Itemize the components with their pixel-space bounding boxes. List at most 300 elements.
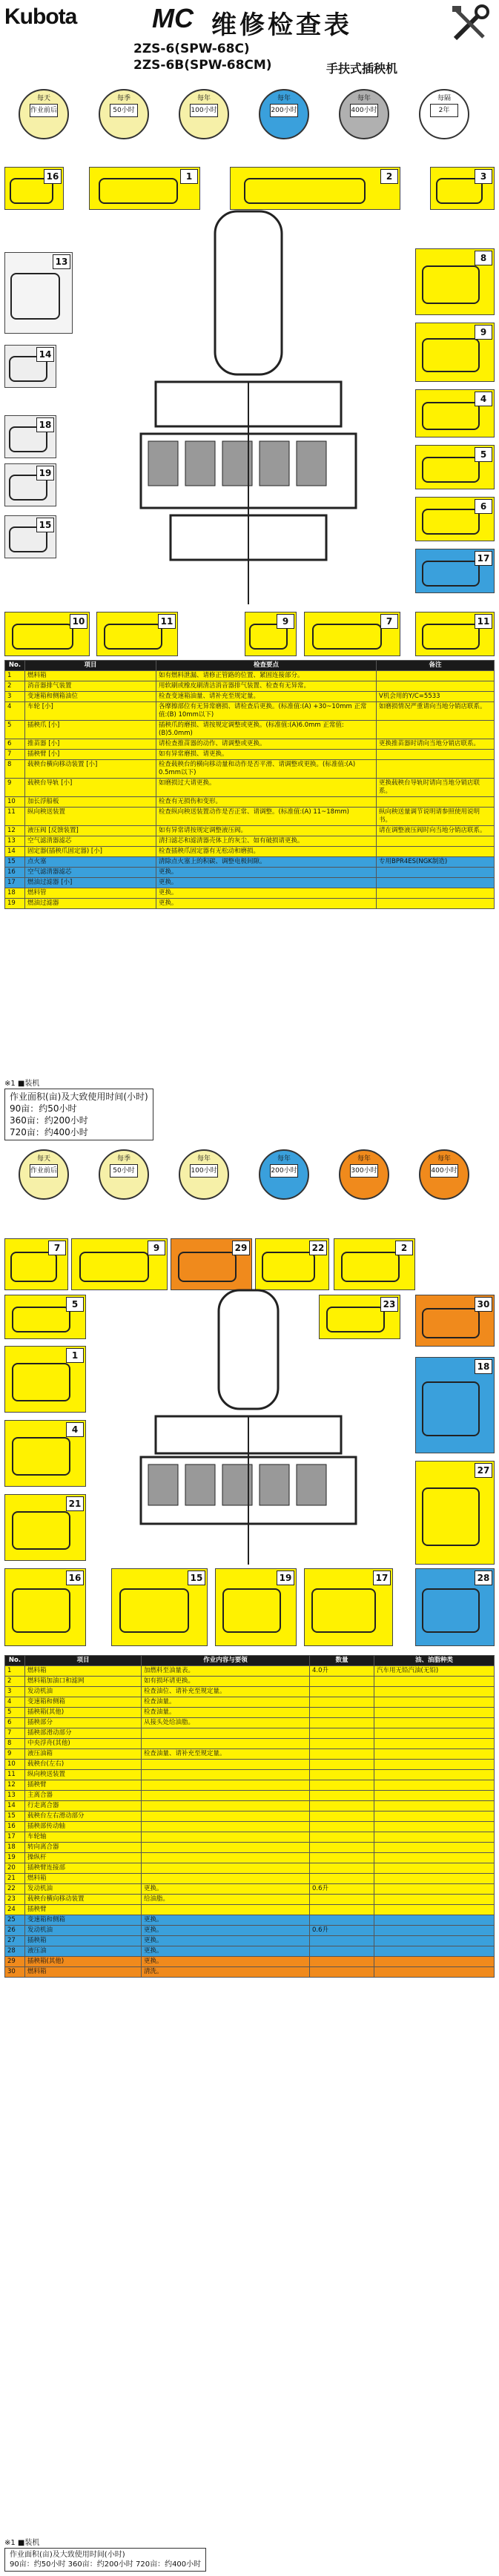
table-body (5, 671, 495, 909)
part-tile: 9 (71, 1238, 168, 1290)
table-cell-qty (310, 1957, 374, 1967)
part-tile: 16 (4, 1568, 86, 1646)
table-row (5, 1967, 495, 1978)
table-cell-oil (374, 1874, 495, 1884)
table-cell-item: 载秧台左右滑动部分 (25, 1812, 142, 1822)
badge-interval (175, 1149, 233, 1213)
table-row (5, 1791, 495, 1801)
part-tile: 9 (415, 323, 495, 382)
table-cell-no: 28 (5, 1946, 25, 1957)
table-cell-no: 1 (5, 671, 25, 681)
table-cell-item: 推苗器 [小] (25, 739, 156, 750)
table-cell-work (142, 1728, 310, 1739)
table-body (5, 1666, 495, 1978)
table-cell-work (142, 1739, 310, 1749)
table-cell-no: 20 (5, 1863, 25, 1874)
table-cell-item: 变速箱和侧箱 (25, 1697, 142, 1708)
table-cell-qty (310, 1895, 374, 1905)
table-cell-work: 从接头处给油脂。 (142, 1718, 310, 1728)
interval-badges-top (0, 89, 499, 156)
table-cell-item: 纵向秧送装置 (25, 1770, 142, 1780)
table-cell-no: 11 (5, 1770, 25, 1780)
table-cell-item: 插秧爪 [小] (25, 721, 156, 739)
table-cell-no: 13 (5, 836, 25, 847)
table-cell-oil (374, 1946, 495, 1957)
table-cell-item: 燃料箱 (25, 671, 156, 681)
table-cell-note: 更换载秧台导轨时请向当地分销店联系。 (377, 779, 495, 797)
table-cell-qty (310, 1946, 374, 1957)
table-cell-no: 15 (5, 1812, 25, 1822)
table-row (5, 692, 495, 702)
table-cell-work (142, 1801, 310, 1812)
table-cell-qty (310, 1697, 374, 1708)
table-cell-no: 12 (5, 826, 25, 836)
badge-interval (95, 1149, 153, 1213)
table-row (5, 1812, 495, 1822)
table-cell-no: 30 (5, 1967, 25, 1978)
table-cell-note (377, 878, 495, 888)
table-cell-item: 液压油 (25, 1946, 142, 1957)
table-cell-item: 插秧箱 (25, 1936, 142, 1946)
lubrication-table (4, 1655, 495, 1978)
table-cell-work (142, 1832, 310, 1843)
part-tile: 10 (4, 612, 90, 656)
table-row (5, 878, 495, 888)
interval-icon: 每天 作业前后 (19, 1149, 69, 1200)
table-cell-note (377, 888, 495, 899)
table-cell-oil (374, 1895, 495, 1905)
table-row (5, 681, 495, 692)
table-cell-work (142, 1853, 310, 1863)
table-cell-no: 16 (5, 868, 25, 878)
table-cell-oil (374, 1967, 495, 1978)
table-cell-no: 16 (5, 1822, 25, 1832)
table-row (5, 857, 495, 868)
table-cell-item: 载秧台导轨 [小] (25, 779, 156, 797)
table-cell-oil (374, 1853, 495, 1863)
part-tile: 2 (230, 167, 400, 210)
table-cell-item: 纵向秧送装置 (25, 808, 156, 826)
part-tile: 13 (4, 252, 73, 334)
table-cell-item: 燃油过滤器 [小] (25, 878, 156, 888)
table-cell-note (377, 750, 495, 760)
table-row (5, 671, 495, 681)
table-cell-item: 发动机油 (25, 1926, 142, 1936)
badge-interval (255, 89, 313, 153)
table-row (5, 1666, 495, 1677)
table-cell-oil (374, 1739, 495, 1749)
table-cell-no: 23 (5, 1895, 25, 1905)
table-row (5, 826, 495, 836)
table-cell-qty (310, 1760, 374, 1770)
table-row (5, 1915, 495, 1926)
table-cell-no: 8 (5, 1739, 25, 1749)
table-cell-no: 15 (5, 857, 25, 868)
interval-icon: 每季 50小时 (99, 1149, 149, 1200)
table-row (5, 808, 495, 826)
maintenance-diagram-2 (0, 1238, 499, 1650)
table-cell-qty (310, 1874, 374, 1884)
table-cell-check: 如磨损过大请更换。 (156, 779, 377, 797)
table-cell-no: 14 (5, 1801, 25, 1812)
table-cell-check: 如有异常请按规定调整液压阀。 (156, 826, 377, 836)
table-row (5, 1853, 495, 1863)
part-tile: 21 (4, 1494, 86, 1561)
table-cell-item: 固定器(插秧爪固定器) [小] (25, 847, 156, 857)
table-cell-work: 清洗。 (142, 1967, 310, 1978)
table-cell-item: 插秧部分 (25, 1718, 142, 1728)
table-cell-oil (374, 1936, 495, 1946)
table-cell-note (377, 847, 495, 857)
table-row (5, 1760, 495, 1770)
table-cell-item: 变速箱和侧箱 (25, 1915, 142, 1926)
part-tile: 17 (304, 1568, 393, 1646)
tools-icon (449, 3, 491, 44)
table-cell-oil (374, 1677, 495, 1687)
part-tile: 19 (215, 1568, 297, 1646)
table-row (5, 1822, 495, 1832)
table-cell-check: 清除点火塞上的积碳、调整电极间隙。 (156, 857, 377, 868)
table-row (5, 750, 495, 760)
badge-interval (335, 89, 393, 153)
model-1: 2ZS-6(SPW-68C) (133, 42, 250, 56)
table-cell-work: 更换。 (142, 1915, 310, 1926)
part-tile: 23 (319, 1295, 400, 1339)
interval-icon: 每年 200小时 (259, 1149, 309, 1200)
part-tile: 3 (430, 167, 495, 210)
part-tile: 28 (415, 1568, 495, 1646)
table-cell-oil (374, 1822, 495, 1832)
table-cell-oil (374, 1812, 495, 1822)
table-cell-qty (310, 1791, 374, 1801)
table-cell-item: 插秧臂 [小] (25, 750, 156, 760)
table-cell-oil (374, 1687, 495, 1697)
table-cell-qty (310, 1801, 374, 1812)
machine-illustration (126, 1283, 371, 1565)
table-cell-item: 燃料箱 (25, 1967, 142, 1978)
table-row (5, 1926, 495, 1936)
table-row (5, 739, 495, 750)
table-cell-note: V机会用的Y/C=5533 (377, 692, 495, 702)
badge-interval (415, 1149, 473, 1213)
table-cell-qty (310, 1687, 374, 1697)
brand-logo: Kubota (4, 4, 77, 29)
table-cell-no: 24 (5, 1905, 25, 1915)
part-tile: 19 (4, 463, 56, 506)
table-row (5, 1895, 495, 1905)
badge-interval (15, 1149, 73, 1213)
table-cell-oil (374, 1832, 495, 1843)
table-row (5, 1677, 495, 1687)
interval-icon: 每隔 2年 (419, 89, 469, 139)
part-tile: 16 (4, 167, 64, 210)
model-2: 2ZS-6B(SPW-68CM) (133, 58, 272, 73)
table-row (5, 760, 495, 779)
table-cell-no: 9 (5, 1749, 25, 1760)
table-cell-item: 空气滤清器滤芯 (25, 868, 156, 878)
table-cell-work: 更换。 (142, 1926, 310, 1936)
interval-icon: 每年 400小时 (419, 1149, 469, 1200)
table-cell-check: 更换。 (156, 878, 377, 888)
table-row (5, 1843, 495, 1853)
part-tile: 18 (415, 1357, 495, 1453)
table-cell-qty (310, 1728, 374, 1739)
table-cell-check: 清扫滤芯和滤清器壳体上的灰尘、如有破损请更换。 (156, 836, 377, 847)
table-cell-qty (310, 1832, 374, 1843)
table-cell-work (142, 1822, 310, 1832)
table-cell-work: 给油脂。 (142, 1895, 310, 1905)
table-cell-item: 液压油箱 (25, 1749, 142, 1760)
table-cell-note (377, 797, 495, 808)
table-cell-oil (374, 1915, 495, 1926)
part-tile: 1 (89, 167, 200, 210)
table-row (5, 1739, 495, 1749)
table-cell-item: 插秧部滑动部分 (25, 1728, 142, 1739)
table-row (5, 1946, 495, 1957)
part-tile: 9 (245, 612, 297, 656)
table-cell-item: 燃料箱 (25, 1666, 142, 1677)
table-cell-work: 检查油量、请补充至规定量。 (142, 1749, 310, 1760)
table-cell-qty (310, 1915, 374, 1926)
table-row (5, 1874, 495, 1884)
part-tile: 27 (415, 1461, 495, 1565)
table-cell-work (142, 1760, 310, 1770)
table-cell-oil (374, 1780, 495, 1791)
table-cell-oil: 汽车用无铅汽油(无铅) (374, 1666, 495, 1677)
table-cell-no: 10 (5, 797, 25, 808)
table-cell-check: 更换。 (156, 868, 377, 878)
table-cell-work: 加燃料至油量表。 (142, 1666, 310, 1677)
table-cell-qty (310, 1936, 374, 1946)
table-cell-check: 如有异常磨损、请更换。 (156, 750, 377, 760)
table-cell-no: 17 (5, 878, 25, 888)
table-row (5, 1708, 495, 1718)
table-cell-item: 主离合器 (25, 1791, 142, 1801)
footnote: ※1 ■装机 (4, 1080, 40, 1088)
table-cell-check: 检查载秧台的横向移动量和动作是否平滑、请调整或更换。(标准值:(A) 0.5mm以下) (156, 760, 377, 779)
table-cell-oil (374, 1843, 495, 1853)
badge-interval (415, 89, 473, 153)
table-cell-work (142, 1843, 310, 1853)
interval-icon: 每年 200小时 (259, 89, 309, 139)
table-cell-qty (310, 1708, 374, 1718)
part-tile: 15 (111, 1568, 208, 1646)
table-cell-no: 21 (5, 1874, 25, 1884)
table-cell-item: 加长浮船板 (25, 797, 156, 808)
table-cell-item: 液压阀 [反馈装置] (25, 826, 156, 836)
table-cell-oil (374, 1697, 495, 1708)
table-cell-no: 14 (5, 847, 25, 857)
table-cell-oil (374, 1708, 495, 1718)
table-cell-no: 11 (5, 808, 25, 826)
table-cell-no: 7 (5, 1728, 25, 1739)
inspection-table (4, 660, 495, 909)
table-row (5, 1718, 495, 1728)
table-cell-no: 2 (5, 1677, 25, 1687)
table-cell-qty (310, 1770, 374, 1780)
table-row (5, 779, 495, 797)
table-row (5, 1728, 495, 1739)
table-cell-check: 用软刷或橡皮刷清洁消音器排气装置、检查有无异常。 (156, 681, 377, 692)
table-row (5, 1749, 495, 1760)
table-cell-no: 5 (5, 1708, 25, 1718)
badge-interval (175, 89, 233, 153)
table-cell-note: 更换推苗器时请向当地分销店联系。 (377, 739, 495, 750)
part-tile: 7 (4, 1238, 68, 1290)
table-cell-note (377, 671, 495, 681)
part-tile: 5 (415, 445, 495, 489)
table-cell-note (377, 836, 495, 847)
interval-badges-bottom (0, 1149, 499, 1238)
table-cell-item: 车轮轴 (25, 1832, 142, 1843)
table-cell-oil (374, 1760, 495, 1770)
table-cell-item: 载秧台横向移动装置 (25, 1895, 142, 1905)
table-cell-item: 插秧部传动轴 (25, 1822, 142, 1832)
table-cell-qty (310, 1967, 374, 1978)
table-cell-work (142, 1874, 310, 1884)
table-row (5, 1780, 495, 1791)
table-row (5, 1770, 495, 1780)
table-cell-item: 行走离合器 (25, 1801, 142, 1812)
table-cell-no: 9 (5, 779, 25, 797)
part-tile: 7 (304, 612, 400, 656)
part-tile: 8 (415, 248, 495, 315)
part-tile: 1 (4, 1346, 86, 1413)
footnote: ※1 ■装机 (4, 2539, 40, 2547)
table-cell-item: 变速箱和侧箱油位 (25, 692, 156, 702)
table-cell-item: 插秧箱(其他) (25, 1708, 142, 1718)
table-cell-no: 29 (5, 1957, 25, 1967)
table-cell-oil (374, 1863, 495, 1874)
table-cell-check: 检查插秧爪固定器有无松动和磨损。 (156, 847, 377, 857)
table-cell-no: 26 (5, 1926, 25, 1936)
table-cell-work (142, 1863, 310, 1874)
table-cell-check: 各摩擦部位有无异常磨损、请检查后更换。(标准值:(A) +30~10mm 正常值:(B) 10mm以下) (156, 702, 377, 721)
table-row (5, 1905, 495, 1915)
table-cell-item: 插秧箱(其他) (25, 1957, 142, 1967)
table-cell-item: 载秧台横向移动装置 [小] (25, 760, 156, 779)
table-cell-item: 转向离合器 (25, 1843, 142, 1853)
table-cell-work (142, 1905, 310, 1915)
badge-interval (95, 89, 153, 153)
table-row (5, 1832, 495, 1843)
table-cell-item: 空气滤清器滤芯 (25, 836, 156, 847)
table-cell-item: 车轮 [小] (25, 702, 156, 721)
table-cell-check: 请检查推苗器的动作、请调整或更换。 (156, 739, 377, 750)
table-cell-check: 检查有无损伤和变形。 (156, 797, 377, 808)
table-cell-work (142, 1812, 310, 1822)
table-cell-no: 18 (5, 888, 25, 899)
table-cell-qty: 4.0升 (310, 1666, 374, 1677)
table-cell-note: 如磨损情况严重请向当地分销店联系。 (377, 702, 495, 721)
table-cell-no: 22 (5, 1884, 25, 1895)
table-cell-item: 燃料箱 (25, 1874, 142, 1884)
table-row (5, 868, 495, 878)
interval-icon: 每年 100小时 (179, 89, 229, 139)
table-cell-no: 4 (5, 1697, 25, 1708)
table-cell-qty (310, 1780, 374, 1791)
table-row (5, 1936, 495, 1946)
part-tile: 30 (415, 1295, 495, 1347)
badge-interval (15, 89, 73, 153)
part-tile: 29 (171, 1238, 252, 1290)
table-cell-qty (310, 1677, 374, 1687)
table-cell-qty (310, 1812, 374, 1822)
table-cell-work: 更换。 (142, 1946, 310, 1957)
header (0, 0, 499, 89)
table-header: No. 项目 检查要点 备注 (5, 661, 495, 671)
table-cell-qty (310, 1822, 374, 1832)
interval-icon: 每季 50小时 (99, 89, 149, 139)
table-cell-oil (374, 1791, 495, 1801)
table-row (5, 1957, 495, 1967)
table-row (5, 797, 495, 808)
table-cell-note (377, 899, 495, 909)
table-cell-oil (374, 1749, 495, 1760)
table-cell-qty (310, 1739, 374, 1749)
badge-interval (335, 1149, 393, 1213)
table-row (5, 702, 495, 721)
table-cell-oil (374, 1957, 495, 1967)
table-cell-no: 19 (5, 1853, 25, 1863)
table-cell-work: 如有损坏请更换。 (142, 1677, 310, 1687)
table-cell-qty (310, 1863, 374, 1874)
table-cell-no: 3 (5, 1687, 25, 1697)
table-cell-qty (310, 1749, 374, 1760)
table-cell-qty (310, 1853, 374, 1863)
table-cell-item: 插秧臂连接部 (25, 1863, 142, 1874)
table-cell-note: 纵向秧送量调节说明请参照使用说明书。 (377, 808, 495, 826)
table-cell-item: 中央浮舟(其他) (25, 1739, 142, 1749)
table-row (5, 721, 495, 739)
part-tile: 15 (4, 515, 56, 558)
table-cell-no: 10 (5, 1760, 25, 1770)
table-cell-note: 请在调整液压阀时向当地分销店联系。 (377, 826, 495, 836)
table-cell-check: 插秧爪的磨损、请按规定调整或更换。(标准值:(A)6.0mm 正常值:(B)5.0mm) (156, 721, 377, 739)
table-cell-qty (310, 1905, 374, 1915)
table-cell-item: 消音器排气装置 (25, 681, 156, 692)
table-cell-oil (374, 1884, 495, 1895)
table-cell-oil (374, 1801, 495, 1812)
part-tile: 18 (4, 415, 56, 458)
table-cell-no: 2 (5, 681, 25, 692)
interval-icon: 每年 400小时 (339, 89, 389, 139)
table-cell-note (377, 760, 495, 779)
table-row (5, 847, 495, 857)
table-cell-check: 更换。 (156, 899, 377, 909)
table-cell-qty (310, 1718, 374, 1728)
subtitle: 手扶式插秧机 (326, 62, 398, 76)
table-cell-work (142, 1780, 310, 1791)
interval-icon: 每年 300小时 (339, 1149, 389, 1200)
interval-icon: 每天 作业前后 (19, 89, 69, 139)
part-tile: 5 (4, 1295, 86, 1339)
table-cell-work: 更换。 (142, 1936, 310, 1946)
table-cell-no: 7 (5, 750, 25, 760)
table-cell-note (377, 681, 495, 692)
maintenance-diagram-1 (0, 159, 499, 656)
table-cell-oil (374, 1926, 495, 1936)
table-cell-no: 25 (5, 1915, 25, 1926)
table-cell-no: 27 (5, 1936, 25, 1946)
table-cell-oil (374, 1728, 495, 1739)
table-row (5, 1687, 495, 1697)
table-cell-check: 更换。 (156, 888, 377, 899)
part-tile: 4 (415, 389, 495, 437)
part-tile: 6 (415, 497, 495, 541)
table-cell-note: 专用BPR4ES(NGK制造) (377, 857, 495, 868)
table-cell-qty: 0.6升 (310, 1884, 374, 1895)
